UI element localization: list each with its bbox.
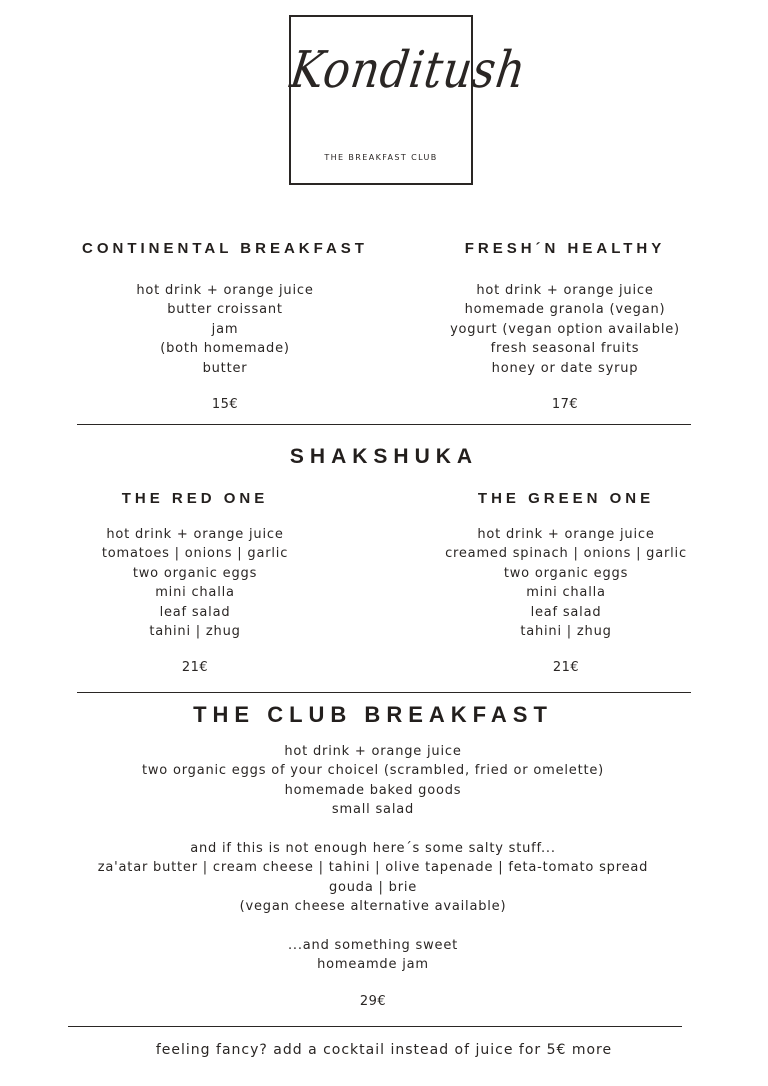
salty-intro: and if this is not enough here´s some salty stuff... <box>190 841 556 857</box>
menu-item: creamed spinach | onions | garlic <box>445 546 687 562</box>
red-one-items <box>40 525 350 641</box>
sweet-intro: ...and something sweet <box>287 938 459 954</box>
logo-script-name: Konditush <box>286 41 530 100</box>
red-one-price: 21€ <box>181 660 209 676</box>
continental-title: CONTINENTAL BREAKFAST <box>82 240 368 257</box>
continental-section <box>60 240 390 412</box>
green-one-section <box>410 490 722 675</box>
menu-item: honey or date syrup <box>491 360 639 376</box>
menu-item: hot drink + orange juice <box>477 527 655 542</box>
menu-item: butter <box>202 360 248 376</box>
menu-item: mini challa <box>526 585 606 601</box>
shakshuka-title: SHAKSHUKA <box>289 445 479 468</box>
logo <box>286 15 530 185</box>
fresh-items <box>410 281 720 378</box>
menu-item: gouda | brie <box>328 879 418 895</box>
logo-tagline: THE BREAKFAST CLUB <box>324 153 438 162</box>
menu-item: tomatoes | onions | garlic <box>101 546 289 562</box>
menu-item: two organic eggs <box>503 565 629 581</box>
menu-item: (vegan cheese alternative available) <box>239 899 507 915</box>
menu-item: hot drink + orange juice <box>106 527 284 542</box>
footer-note: feeling fancy? add a cocktail instead of juice for 5€ more <box>155 1042 613 1058</box>
menu-item: homemade granola (vegan) <box>464 302 666 318</box>
menu-item: za'atar butter | cream cheese | tahini | olive tapenade | feta-tomato spread <box>97 860 649 876</box>
menu-item: homemade baked goods <box>284 782 462 798</box>
fresh-price: 17€ <box>551 397 579 413</box>
menu-item: leaf salad <box>530 604 602 620</box>
club-price: 29€ <box>359 993 387 1009</box>
divider <box>77 424 691 425</box>
menu-item: fresh seasonal fruits <box>490 341 640 357</box>
green-one-items <box>410 525 722 641</box>
club-items <box>0 742 746 975</box>
fresh-section <box>410 240 720 412</box>
menu-item: tahini | zhug <box>149 624 241 640</box>
menu-item: homeamde jam <box>317 957 429 973</box>
menu-item: jam <box>211 321 239 337</box>
green-one-price: 21€ <box>552 660 580 676</box>
menu-item: leaf salad <box>159 604 231 620</box>
menu-item: yogurt (vegan option available) <box>450 321 680 337</box>
red-one-title: THE RED ONE <box>121 490 269 507</box>
menu-item: butter croissant <box>167 302 283 318</box>
continental-items <box>60 281 390 378</box>
menu-item: mini challa <box>155 585 235 601</box>
club-title: THE CLUB BREAKFAST <box>193 702 553 727</box>
divider <box>77 692 691 693</box>
menu-item: hot drink + orange juice <box>284 744 462 759</box>
spacer <box>0 917 746 936</box>
red-one-section <box>40 490 350 675</box>
continental-price: 15€ <box>211 397 239 413</box>
club-section <box>0 702 746 1009</box>
menu-item: (both homemade) <box>160 341 290 357</box>
divider <box>68 1026 682 1027</box>
menu-item: hot drink + orange juice <box>476 283 654 298</box>
menu-item: small salad <box>331 802 415 818</box>
spacer <box>0 820 746 839</box>
fresh-title: FRESH´N HEALTHY <box>464 240 666 257</box>
green-one-title: THE GREEN ONE <box>477 490 655 507</box>
menu-item: tahini | zhug <box>520 624 612 640</box>
menu-item: hot drink + orange juice <box>136 283 314 298</box>
menu-item: two organic eggs of your choicel (scrambled, fried or omelette) <box>141 763 605 779</box>
menu-item: two organic eggs <box>132 565 258 581</box>
